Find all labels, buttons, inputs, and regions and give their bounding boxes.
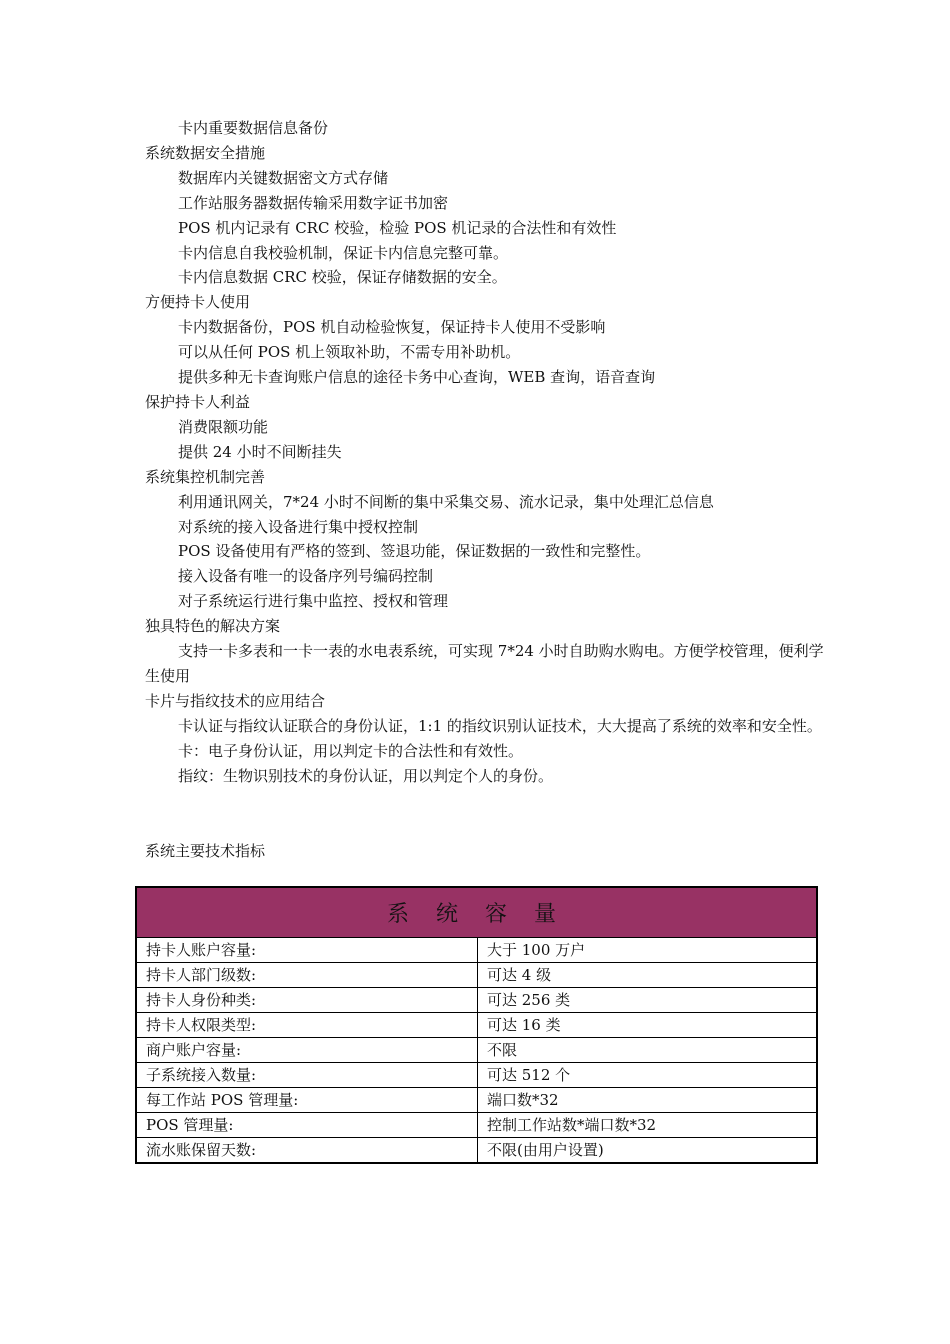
spec-label: 持卡人账户容量: <box>136 938 478 963</box>
spec-label: 子系统接入数量: <box>136 1063 478 1088</box>
feature-list <box>145 116 825 788</box>
list-item: 工作站服务器数据传输采用数字证书加密 <box>178 193 449 212</box>
list-item: 对子系统运行进行集中监控、授权和管理 <box>178 592 449 611</box>
list-item: 卡：电子身份认证，用以判定卡的合法性和有效性。 <box>178 741 524 760</box>
table-row <box>136 938 817 963</box>
spec-label: 持卡人身份种类: <box>136 988 478 1013</box>
section-heading: 保护持卡人利益 <box>145 392 251 411</box>
table-row <box>136 1063 817 1088</box>
list-item: 卡内信息数据 CRC 校验，保证存储数据的安全。 <box>178 268 507 287</box>
list-item: 数据库内关键数据密文方式存储 <box>178 168 389 187</box>
list-item: POS 设备使用有严格的签到、签退功能，保证数据的一致性和完整性。 <box>178 542 651 561</box>
list-item: 卡内数据备份，POS 机自动检验恢复，保证持卡人使用不受影响 <box>178 318 606 337</box>
table-row <box>136 963 817 988</box>
section-heading: 卡片与指纹技术的应用结合 <box>145 691 326 710</box>
section-heading: 独具特色的解决方案 <box>145 617 281 636</box>
list-item: 可以从任何 POS 机上领取补助，不需专用补助机。 <box>178 343 521 362</box>
list-item: 卡内重要数据信息备份 <box>178 119 329 137</box>
section-heading: 系统集控机制完善 <box>145 467 266 486</box>
table-row <box>136 1013 817 1038</box>
spec-value: 不限(由用户设置) <box>478 1138 818 1164</box>
spec-value: 不限 <box>478 1038 818 1063</box>
table-row <box>136 1113 817 1138</box>
list-item: 接入设备有唯一的设备序列号编码控制 <box>178 567 434 586</box>
list-item: 利用通讯网关，7*24 小时不间断的集中采集交易、流水记录，集中处理汇总信息 <box>178 492 714 511</box>
list-item: 提供 24 小时不间断挂失 <box>178 442 342 461</box>
spec-value: 大于 100 万户 <box>478 938 818 963</box>
spec-value: 可达 512 个 <box>478 1063 818 1088</box>
spec-label: POS 管理量: <box>136 1113 478 1138</box>
table-row <box>136 988 817 1013</box>
section-heading: 系统数据安全措施 <box>145 143 266 162</box>
spec-value: 端口数*32 <box>478 1088 818 1113</box>
spec-heading: 系统主要技术指标 <box>145 842 266 860</box>
table-title: 系 统 容 量 <box>136 887 817 938</box>
spec-label: 持卡人权限类型: <box>136 1013 478 1038</box>
capacity-table <box>135 886 818 1164</box>
spec-label: 每工作站 POS 管理量: <box>136 1088 478 1113</box>
list-item: 对系统的接入设备进行集中授权控制 <box>178 517 419 536</box>
table-row <box>136 1038 817 1063</box>
spec-value: 可达 256 类 <box>478 988 818 1013</box>
spec-label: 流水账保留天数: <box>136 1138 478 1164</box>
list-item: POS 机内记录有 CRC 校验，检验 POS 机记录的合法性和有效性 <box>178 218 617 237</box>
spec-label: 商户账户容量: <box>136 1038 478 1063</box>
table-header-row <box>136 887 817 938</box>
list-item: 消费限额功能 <box>178 417 269 436</box>
list-item: 卡内信息自我校验机制，保证卡内信息完整可靠。 <box>178 243 509 262</box>
spec-value: 可达 4 级 <box>478 963 818 988</box>
list-item: 提供多种无卡查询账户信息的途径卡务中心查询，WEB 查询，语音查询 <box>178 368 656 387</box>
spec-value: 可达 16 类 <box>478 1013 818 1038</box>
list-item: 指纹：生物识别技术的身份认证，用以判定个人的身份。 <box>178 766 554 785</box>
table-body <box>136 938 817 1164</box>
list-item: 支持一卡多表和一卡一表的水电表系统，可实现 7*24 小时自助购水购电。方便学校管理，便利学生使用 <box>145 642 824 685</box>
table-row <box>136 1088 817 1113</box>
spec-value: 控制工作站数*端口数*32 <box>478 1113 818 1138</box>
spec-label: 持卡人部门级数: <box>136 963 478 988</box>
table-row <box>136 1138 817 1164</box>
section-heading: 方便持卡人使用 <box>145 293 251 312</box>
list-item: 卡认证与指纹认证联合的身份认证，1:1 的指纹识别认证技术，大大提高了系统的效率和安全性。 <box>178 716 822 735</box>
